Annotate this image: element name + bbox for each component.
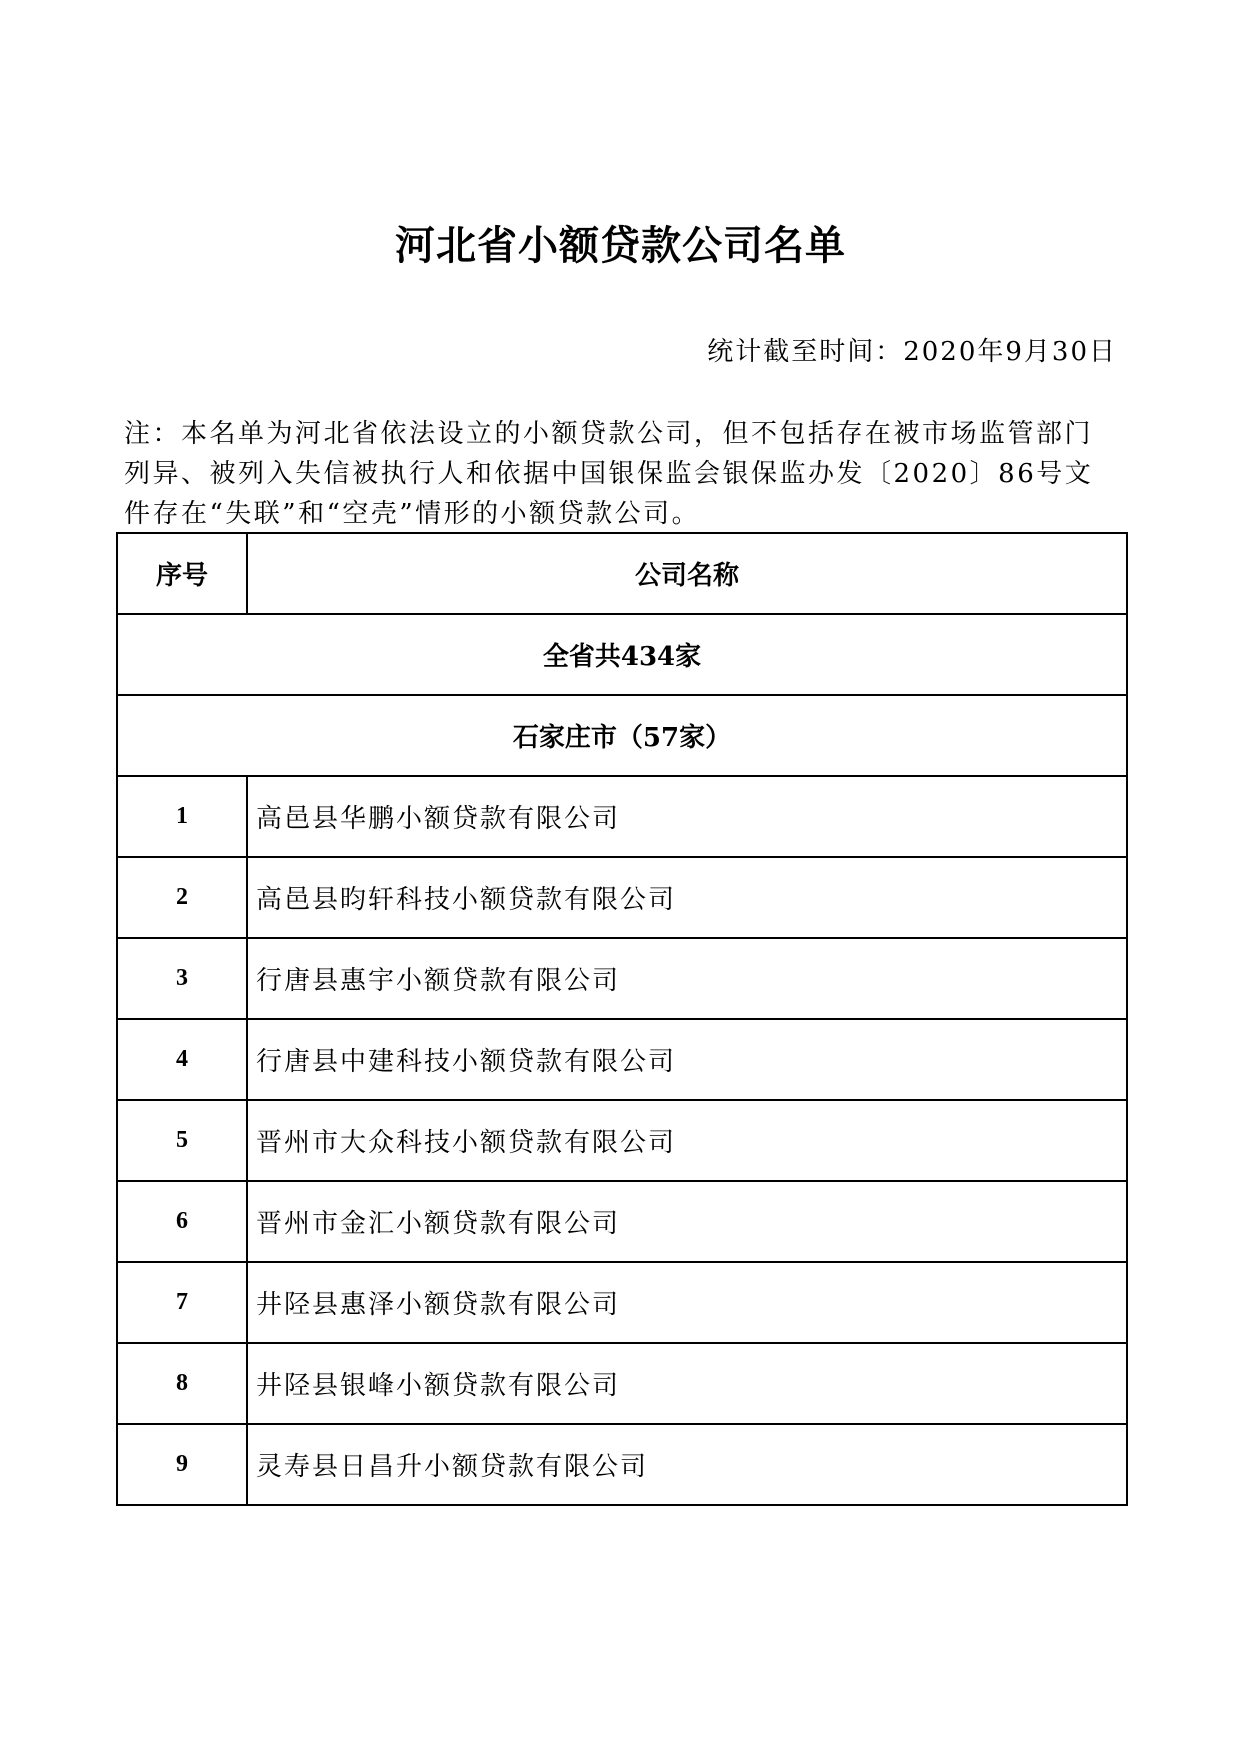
table-row	[117, 1100, 1127, 1181]
table-row	[117, 1181, 1127, 1262]
row-index: 3	[117, 938, 247, 1019]
row-index: 2	[117, 857, 247, 938]
row-index: 9	[117, 1424, 247, 1505]
note-paragraph: 注：本名单为河北省依法设立的小额贷款公司，但不包括存在被市场监管部门列异、被列入失信被执行人和依据中国银保监会银保监办发〔2020〕86号文件存在“失联”和“空壳”情形的小额贷款公司。	[124, 419, 1094, 529]
row-index: 4	[117, 1019, 247, 1100]
company-name: 行唐县中建科技小额贷款有限公司	[247, 1019, 1127, 1100]
group-row	[117, 695, 1127, 776]
company-name: 灵寿县日昌升小额贷款有限公司	[247, 1424, 1127, 1505]
table-row	[117, 1019, 1127, 1100]
table-row	[117, 776, 1127, 857]
statistics-date: 统计截至时间：2020年9月30日	[707, 337, 1117, 367]
company-name: 高邑县昀轩科技小额贷款有限公司	[247, 857, 1127, 938]
header-index: 序号	[117, 533, 247, 614]
company-name: 晋州市大众科技小额贷款有限公司	[247, 1100, 1127, 1181]
city-group-label: 石家庄市（57家）	[117, 695, 1127, 776]
total-count-label: 全省共434家	[117, 614, 1127, 695]
row-index: 8	[117, 1343, 247, 1424]
header-company-name: 公司名称	[247, 533, 1127, 614]
row-index: 7	[117, 1262, 247, 1343]
table-header-row	[117, 533, 1127, 614]
company-list-table	[116, 532, 1128, 1506]
company-name: 井陉县惠泽小额贷款有限公司	[247, 1262, 1127, 1343]
page-title: 河北省小额贷款公司名单	[395, 222, 846, 269]
row-index: 6	[117, 1181, 247, 1262]
total-row	[117, 614, 1127, 695]
company-name: 井陉县银峰小额贷款有限公司	[247, 1343, 1127, 1424]
table-body	[117, 533, 1127, 1505]
table-row	[117, 1262, 1127, 1343]
table-row	[117, 1343, 1127, 1424]
table-row	[117, 1424, 1127, 1505]
row-index: 5	[117, 1100, 247, 1181]
table-row	[117, 938, 1127, 1019]
company-name: 高邑县华鹏小额贷款有限公司	[247, 776, 1127, 857]
company-name: 行唐县惠宇小额贷款有限公司	[247, 938, 1127, 1019]
company-name: 晋州市金汇小额贷款有限公司	[247, 1181, 1127, 1262]
row-index: 1	[117, 776, 247, 857]
table-row	[117, 857, 1127, 938]
